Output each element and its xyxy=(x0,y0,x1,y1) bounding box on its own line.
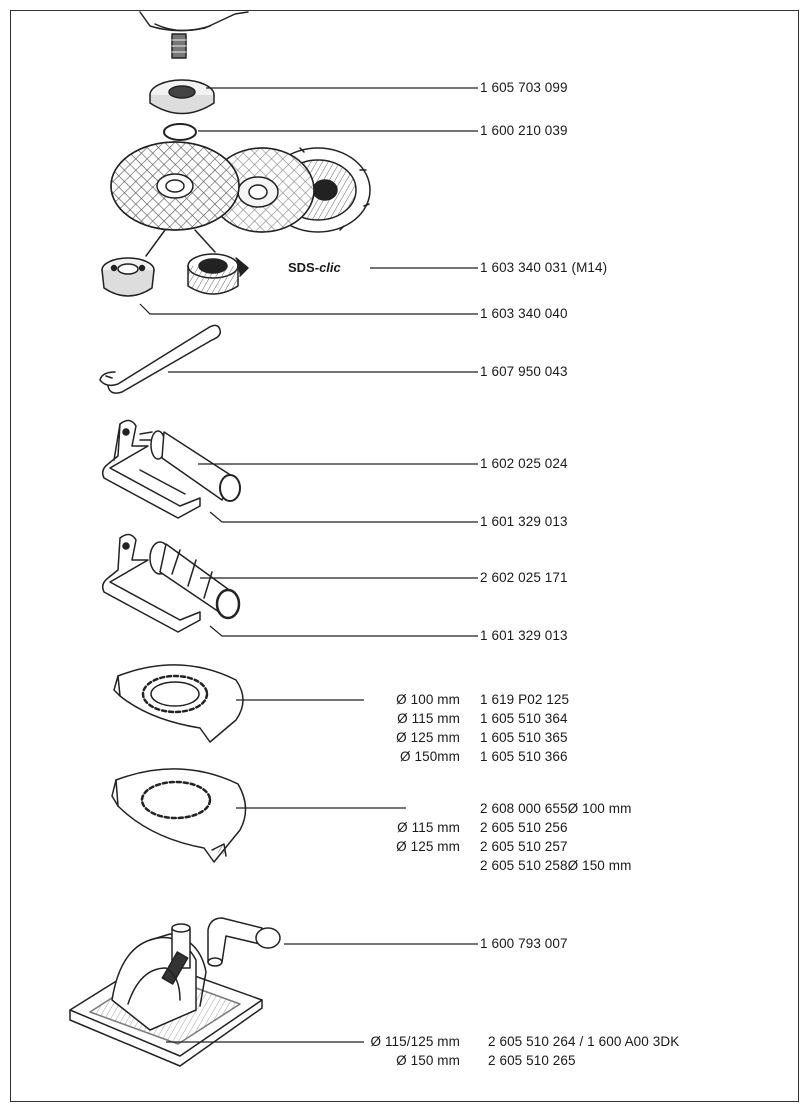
backup-flange-icon xyxy=(150,80,214,114)
vibration-handle-icon xyxy=(150,542,239,618)
leader-line xyxy=(210,626,478,636)
cutting-guide-icon xyxy=(70,924,262,1066)
sds-clic-label xyxy=(288,260,341,275)
spindle-icon xyxy=(140,12,248,58)
cutting-disc-icon xyxy=(111,142,239,230)
clamping-nut-icon xyxy=(102,258,154,296)
part-number-guard: 1 605 510 364 xyxy=(480,711,568,726)
part-number-two-pin-spanner: 1 607 950 043 xyxy=(480,364,568,379)
part-number-handle-bracket: 1 601 329 013 xyxy=(480,514,568,529)
part-number-handle-bracket: 1 601 329 013 xyxy=(480,628,568,643)
leader-line xyxy=(140,304,478,314)
protective-guard-icon xyxy=(114,665,243,742)
diameter-label: Ø 115/125 mm xyxy=(370,1034,460,1049)
part-number-guard: 1 605 510 366 xyxy=(480,749,568,764)
part-number-extraction-hose: 1 600 793 007 xyxy=(480,936,568,951)
sds-clic-prefix: SDS- xyxy=(288,260,320,275)
part-number-backup-flange: 1 605 703 099 xyxy=(480,80,568,95)
diameter-label: Ø 125 mm xyxy=(396,839,460,854)
part-number-guard: 2 605 510 256 xyxy=(480,820,568,835)
diameter-label: Ø 150 mm xyxy=(396,1053,460,1068)
extraction-hose-icon xyxy=(208,918,280,966)
part-number-cutting-guide: 2 605 510 265 xyxy=(488,1053,576,1068)
part-number-guard: 2 605 510 258Ø 150 mm xyxy=(480,858,632,873)
diameter-label: Ø 125 mm xyxy=(396,730,460,745)
part-number-clamping-nut: 1 603 340 040 xyxy=(480,306,568,321)
sds-clic-nut-icon xyxy=(188,254,248,294)
part-number-sds-clic-nut: 1 603 340 031 (M14) xyxy=(480,260,608,275)
part-number-guard: 2 605 510 257 xyxy=(480,839,568,854)
diameter-label: Ø 115 mm xyxy=(397,711,460,726)
part-number-o-ring: 1 600 210 039 xyxy=(480,123,568,138)
two-pin-spanner-icon xyxy=(100,325,220,393)
diameter-label: Ø 115 mm xyxy=(397,820,460,835)
sds-clic-suffix: clic xyxy=(319,260,341,275)
part-number-vibration-handle: 2 602 025 171 xyxy=(480,570,568,585)
part-number-guard: 1 619 P02 125 xyxy=(480,692,570,707)
part-number-side-handle: 1 602 025 024 xyxy=(480,456,568,471)
diameter-label: Ø 150mm xyxy=(400,749,460,764)
o-ring-icon xyxy=(164,124,196,140)
leader-line xyxy=(210,512,478,522)
diameter-label: Ø 100 mm xyxy=(396,692,460,707)
part-number-guard: 2 608 000 655Ø 100 mm xyxy=(480,801,632,816)
protective-guard-icon xyxy=(112,769,246,862)
part-number-cutting-guide: 2 605 510 264 / 1 600 A00 3DK xyxy=(488,1034,680,1049)
side-handle-icon xyxy=(140,431,240,501)
part-number-guard: 1 605 510 365 xyxy=(480,730,568,745)
